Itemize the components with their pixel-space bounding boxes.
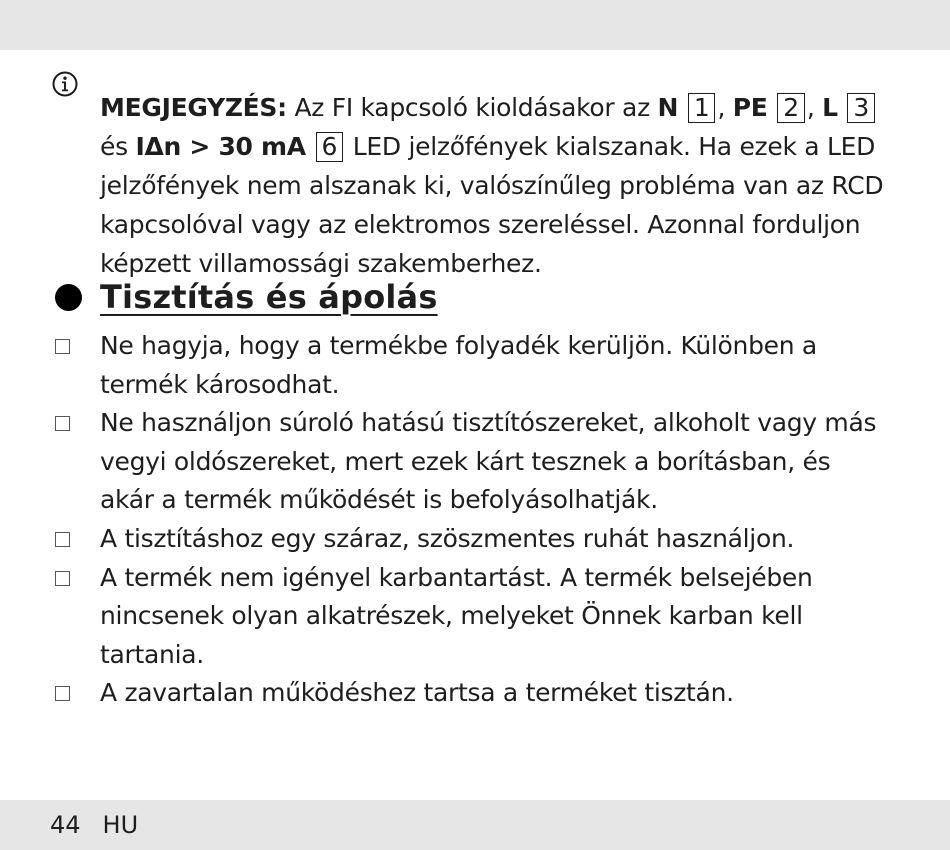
care-list [0,327,950,713]
list-item [0,559,880,675]
language-code: HU [102,811,139,839]
section-title: Tisztítás és ápolás [100,278,438,316]
page-footer [50,812,138,838]
bottom-bar [0,800,950,850]
note-lead: MEGJEGYZÉS: [100,93,287,122]
list-item [0,404,880,520]
idn-ref: 6 [316,132,344,162]
note-text-1: Az FI kapcsoló kioldásakor az [286,93,658,122]
note-text-2: LED jelzőfények kialszanak. Ha ezek a LED jelzőfények nem alszanak ki, valószínűleg probléma van az RCD kapcsolóval vagy az elektromos szereléssel. Azonnal forduljon képzett villamossági szakemberhez. [100,132,884,278]
n-label: N [657,93,679,122]
checkbox-icon [55,532,70,547]
idn-label: IΔn > 30 mA [135,132,306,161]
list-item-text: A termék nem igényel karbantartást. A termék belsejében nincsenek olyan alkatrészek, melyeket Önnek karban kell tartania. [100,562,813,669]
l-label: L [822,93,838,122]
list-item-text: Ne hagyja, hogy a termékbe folyadék kerüljön. Különben a termék károsodhat. [100,331,817,399]
list-item [0,674,880,713]
pe-label: PE [732,93,768,122]
list-item [0,520,880,559]
note-paragraph [100,88,900,283]
and-text: és [100,132,136,161]
info-icon [52,71,78,97]
top-bar [0,0,950,50]
pe-ref: 2 [777,93,805,123]
n-ref: 1 [688,93,716,123]
checkbox-icon [55,686,70,701]
sep-2: , [806,93,815,122]
list-item-text: A zavartalan működéshez tartsa a terméket tisztán. [100,678,734,708]
section-bullet-icon [55,284,82,311]
list-item-text: A tisztításhoz egy száraz, szöszmentes ruhát használjon. [100,523,795,553]
checkbox-icon [55,339,70,354]
list-item [0,327,880,404]
checkbox-icon [55,571,70,586]
list-item-text: Ne használjon súroló hatású tisztítószereket, alkoholt vagy más vegyi oldószereket, mert ezek kárt tesznek a borításban, és akár a termék működését is befolyásolhatják. [100,408,877,515]
sep-1: , [717,93,733,122]
l-ref: 3 [847,93,875,123]
checkbox-icon [55,416,70,431]
page-number: 44 [50,811,81,839]
